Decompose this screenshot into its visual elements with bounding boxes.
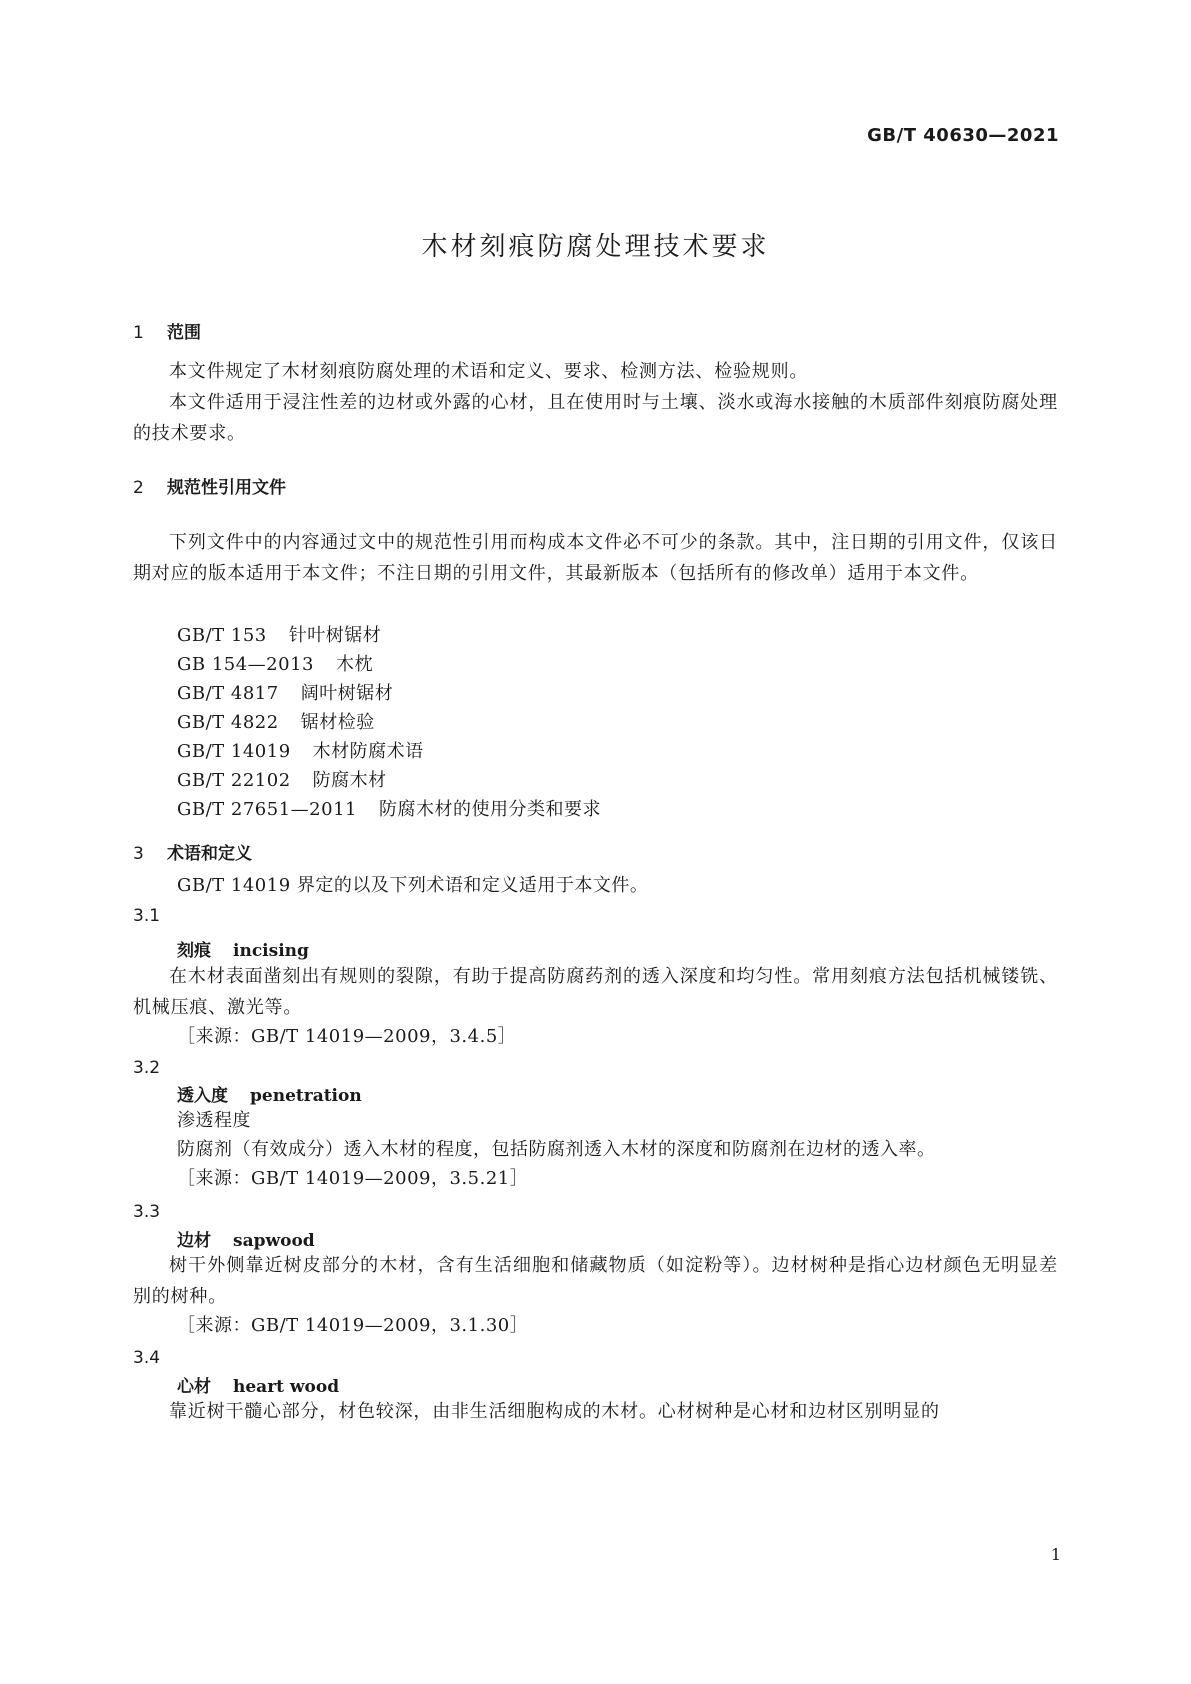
reference-code: GB/T 4817 (177, 683, 279, 704)
section-number: 1 (133, 323, 144, 343)
section-1-paragraph-2: 本文件适用于浸注性差的边材或外露的心材，且在使用时与土壤、淡水或海水接触的木质部件刻痕防腐处理的技术要求。 (133, 392, 1058, 444)
reference-name: 木枕 (336, 654, 373, 675)
term-heading (133, 1081, 1102, 1106)
term-number: 3.2 (133, 1058, 161, 1078)
reference-item (133, 678, 1102, 709)
section-title: 术语和定义 (167, 844, 252, 864)
section-2-intro: 下列文件中的内容通过文中的规范性引用而构成本文件必不可少的条款。其中，注日期的引用文件，仅该日期对应的版本适用于本文件；不注日期的引用文件，其最新版本（包括所有的修改单）适用于本文件。 (133, 532, 1058, 584)
section-title: 规范性引用文件 (167, 478, 286, 498)
reference-code: GB/T 27651—2011 (177, 799, 357, 820)
reference-code: GB/T 153 (177, 625, 267, 646)
term-definition: 在木材表面凿刻出有规则的裂隙，有助于提高防腐药剂的透入深度和均匀性。常用刻痕方法包括机械镂铣、机械压痕、激光等。 (133, 966, 1058, 1018)
reference-item (133, 736, 1102, 767)
term-source: ［来源：GB/T 14019—2009，3.1.30］ (177, 1315, 529, 1336)
standard-code: GB/T 40630—2021 (867, 125, 1059, 146)
reference-item (133, 649, 1102, 680)
term-number: 3.4 (133, 1348, 161, 1368)
reference-code: GB/T 14019 (177, 741, 291, 762)
document-title: 木材刻痕防腐处理技术要求 (421, 232, 770, 262)
term-definition: 防腐剂（有效成分）透入木材的程度，包括防腐剂透入木材的深度和防腐剂在边材的透入率。 (177, 1139, 936, 1160)
term-zh: 刻痕 (177, 941, 211, 961)
term-en: incising (233, 941, 309, 961)
section-1-heading (133, 318, 1058, 343)
reference-name: 锯材检验 (300, 712, 375, 733)
term-heading (133, 1372, 1102, 1397)
term-definition: 树干外侧靠近树皮部分的木材，含有生活细胞和储藏物质（如淀粉等）。边材树种是指心边材颜色无明显差别的树种。 (133, 1255, 1058, 1307)
term-heading (133, 1226, 1102, 1251)
section-3-intro: GB/T 14019 界定的以及下列术语和定义适用于本文件。 (177, 875, 649, 896)
reference-name: 针叶树锯材 (288, 625, 382, 646)
section-title: 范围 (167, 323, 201, 343)
reference-code: GB 154—2013 (177, 654, 314, 675)
term-number: 3.1 (133, 906, 161, 926)
term-number: 3.3 (133, 1202, 161, 1222)
page-number: 1 (1050, 1545, 1061, 1564)
reference-name: 阔叶树锯材 (300, 683, 394, 704)
section-2-heading (133, 473, 1058, 498)
reference-name: 防腐木材的使用分类和要求 (378, 799, 601, 820)
term-zh: 心材 (177, 1377, 211, 1397)
term-source: ［来源：GB/T 14019—2009，3.5.21］ (177, 1168, 529, 1189)
section-3-heading (133, 839, 1058, 864)
section-1-paragraph-1: 本文件规定了木材刻痕防腐处理的术语和定义、要求、检测方法、检验规则。 (169, 361, 809, 382)
term-definition: 靠近树干髓心部分，材色较深，由非生活细胞构成的木材。心材树种是心材和边材区别明显的 (169, 1401, 940, 1422)
reference-item (133, 707, 1102, 738)
term-synonym: 渗透程度 (177, 1110, 251, 1131)
reference-item (133, 794, 1102, 825)
term-en: sapwood (233, 1231, 315, 1251)
term-en: heart wood (233, 1377, 340, 1397)
term-zh: 透入度 (177, 1086, 228, 1106)
term-en: penetration (250, 1086, 362, 1106)
reference-name: 防腐木材 (312, 770, 387, 791)
reference-code: GB/T 22102 (177, 770, 291, 791)
term-zh: 边材 (177, 1231, 211, 1251)
reference-name: 木材防腐术语 (312, 741, 424, 762)
reference-code: GB/T 4822 (177, 712, 279, 733)
section-number: 3 (133, 844, 144, 864)
reference-item (133, 620, 1102, 651)
section-number: 2 (133, 478, 144, 498)
reference-item (133, 765, 1102, 796)
term-source: ［来源：GB/T 14019—2009，3.4.5］ (177, 1026, 517, 1047)
term-heading (133, 936, 1102, 961)
